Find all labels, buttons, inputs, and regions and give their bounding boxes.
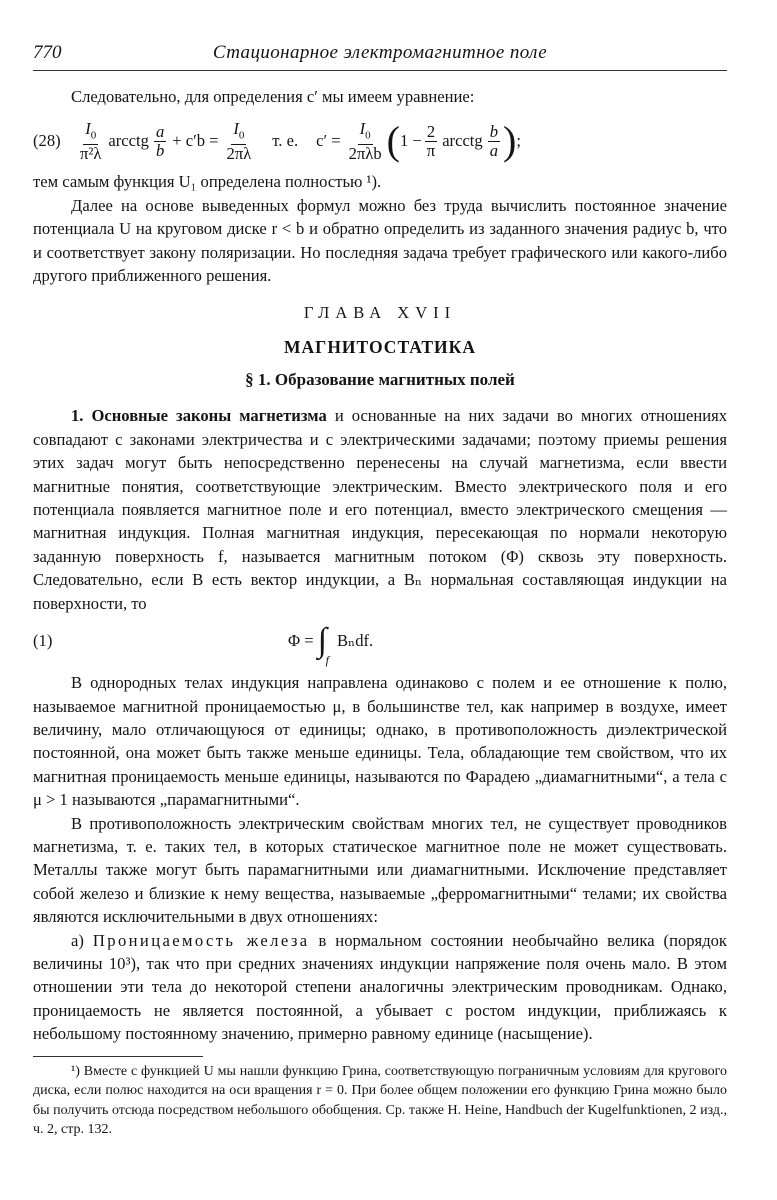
eq-cprime: c′ = (316, 131, 341, 151)
paragraph: 1. Основные законы магнетизма и основанные на них задачи во многих отношениях совпадают с законами электричества и с электрическими задачами; поэтому приемы решения этих задач могут быть непосредственно перенесены на случай магнетизма, если ввести магнитные понятия, соответствующие электрическим. Вместо электрического поля и его потенциала появляется магнитное поле и его потенциал, вместо электрического смещения — магнитная индукция. Полная магнитная индукция, пересекающая по нормали некоторую заданную поверхность f, называется магнитным потоком (Φ) сквозь эту поверхность. Следовательно, если B есть вектор индукции, а Bₙ нормальная составляющая индукции на поверхности, то (33, 406, 728, 613)
fraction: $\frac{b}{a}$ (489, 121, 499, 160)
chapter-heading: ГЛАВА XVII (303, 303, 457, 323)
eq-lhs: Φ = (288, 631, 314, 651)
equation-1 (33, 615, 727, 667)
arcctg: arcctg (442, 131, 483, 151)
integral-sign: ∫ f (317, 622, 329, 668)
fraction: $\frac{I_0}{\text{2πλb}}$ (348, 118, 382, 164)
paren-open: ( (386, 118, 400, 164)
equation-number: (28) (33, 131, 61, 151)
eq-one-minus: 1 − (399, 131, 422, 151)
fraction: $\frac{2}{\pi}$ (426, 121, 436, 160)
paragraph: В однородных телах индукция направлена одинаково с полем и ее отношение к полю, называемое магнитной проницаемостью μ, в большинстве тел, как например в воздухе, имеет величину, мало отличающуюся от единицы; однако, в противоположность диэлектрической постоянной, она может быть также меньше единицы. Тела, обладающие тем свойством, что их магнитная проницаемость меньше единицы, называются по Фарадею „диамагнитными“, а тела с μ > 1 называются „парамагнитными“. (33, 673, 727, 810)
footnote-rule (33, 1056, 203, 1057)
eq-te: т. е. (272, 131, 299, 151)
fraction: $\frac{a}{b}$ (155, 121, 165, 160)
intro-line: Следовательно, для определения c′ мы имеем уравнение: (71, 87, 475, 106)
paragraph: тем самым функция U₁ определена полностью ¹). (33, 172, 382, 192)
paren-close: ) (503, 118, 517, 164)
paragraph-lead: 1. Основные законы магнетизма (71, 406, 327, 426)
running-header (33, 42, 727, 71)
equation-28 (33, 112, 727, 170)
footnote: ¹) Вместе с функцией U мы нашли функцию Грина, соответствующую пограничным условиям для кругового диска, если полюс находится на оси вращения r = 0. При более общем положении его функцию Грина можно было бы получить отсюда посредством небольшого обобщения. Ср. также H. Heine, Handbuch der Kugelfunktionen, 2 изд., ч. 2, стр. 132. (33, 1063, 727, 1138)
section-heading: § 1. Образование магнитных полей (245, 370, 515, 390)
running-title: Стационарное электромагнитное поле (212, 42, 548, 63)
fraction: $\frac{I_0}{\text{π²λ}}$ (80, 118, 102, 164)
eq-integrand: Bₙdf. (336, 631, 374, 651)
equation-number: (1) (33, 631, 53, 651)
chapter-title: МАГНИТОСТАТИКА (284, 337, 476, 358)
page (33, 42, 727, 1140)
paragraph: В противоположность электрическим свойствам многих тел, не существует проводников магнетизма, т. е. таких тел, в которых статическое магнитное поле не может существовать. Металлы также могут быть парамагнитными или диамагнитными. Исключение представляет собой железо и близкие к нему вещества, называемые „ферромагнитными“ телами; их свойства являются исключительными в двух отношениях: (33, 813, 727, 927)
spaced-emphasis: Проницаемость железа (92, 930, 310, 950)
eq-semicolon: ; (516, 131, 521, 151)
arcctg: arcctg (108, 131, 149, 151)
paragraph: а) Проницаемость железа в нормальном состоянии необычайно велика (порядок величины 10³), так что при средних значениях индукции напряжение поля очень мало. В этом отношении эти тела до некоторой степени аналогичны электрическим проводникам. Однако, проницаемость не является постоянной, а убывает с ростом индукции, приближаясь к небольшому постоянному значению, примерно равному единице (насыщение). (33, 930, 727, 1044)
eq-term: + c′b = (172, 131, 219, 151)
page-number: 770 (33, 42, 62, 63)
paragraph: Далее на основе выведенных формул можно без труда вычислить постоянное значение потенциала U на круговом диске r < b и обратно определить из заданного значения радиус b, что и соответствует закону поляризации. Но последняя задача требует графического или какого-либо другого приближенного решения. (33, 195, 727, 286)
fraction: $\frac{I_0}{2\pi\lambda}$ (226, 118, 252, 164)
